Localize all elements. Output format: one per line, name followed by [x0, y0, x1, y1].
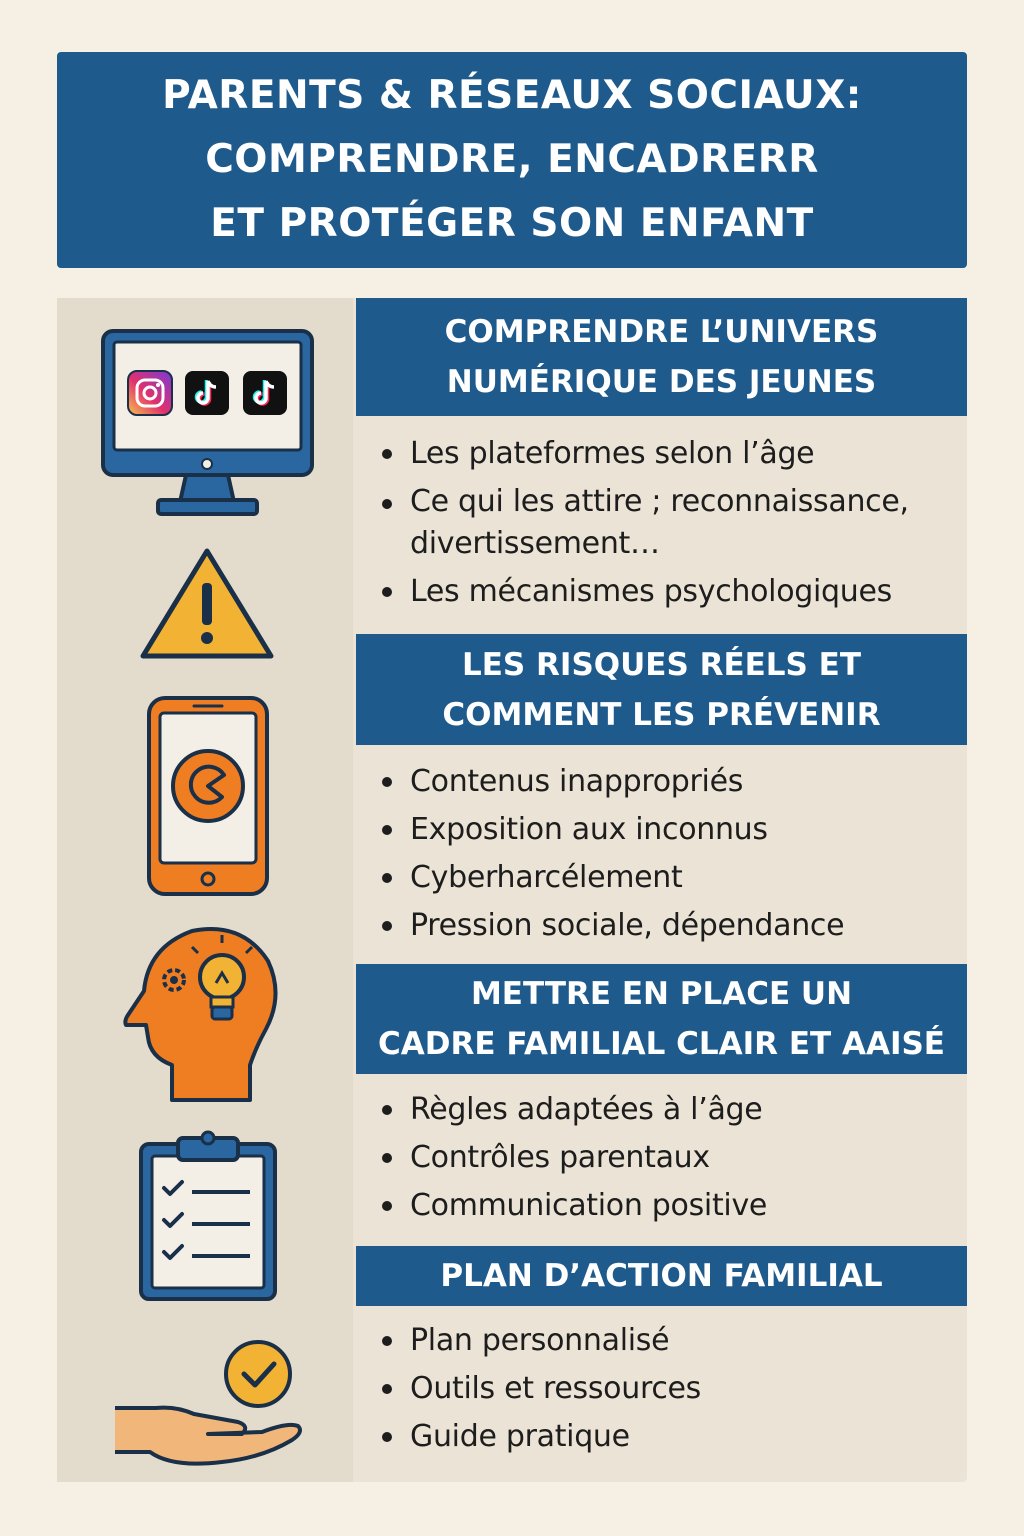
section-heading-line: CADRE FAMILIAL CLAIR ET AAISÉ: [378, 1026, 945, 1062]
section-header-cadre: [356, 964, 967, 1074]
checklist-clipboard-icon: [138, 1130, 278, 1302]
bullet-list-cadre: [380, 1086, 960, 1230]
bullet-list-comprendre: [380, 430, 960, 616]
list-item: Guide pratique: [380, 1413, 960, 1461]
section-header-comprendre: [356, 298, 967, 416]
list-item: Pression sociale, dépendance: [380, 902, 960, 950]
page-title-line-3: ET PROTÉGER SON ENFANT: [210, 201, 814, 246]
hand-checkmark-icon: [112, 1340, 304, 1470]
page-title-banner: [57, 52, 967, 268]
list-item: Contrôles parentaux: [380, 1134, 960, 1182]
list-item: Communication positive: [380, 1182, 960, 1230]
list-item: Ce qui les attire ; reconnaissance, divertissement…: [380, 478, 960, 568]
list-item: Cyberharcélement: [380, 854, 960, 902]
warning-icon: [138, 545, 276, 663]
computer-monitor-icon: [100, 328, 315, 520]
list-item: Contenus inappropriés: [380, 758, 960, 806]
list-item: Outils et ressources: [380, 1365, 960, 1413]
tiktok-icon: [242, 370, 288, 416]
section-heading-line: COMMENT LES PRÉVENIR: [442, 696, 881, 733]
list-item: Les plateformes selon l’âge: [380, 430, 960, 478]
section-heading-line: COMPRENDRE L’UNIVERS: [444, 314, 879, 350]
list-item: Exposition aux inconnus: [380, 806, 960, 854]
page-title-line-1: PARENTS & RÉSEAUX SOCIAUX:: [162, 73, 862, 118]
section-header-plan: [356, 1246, 967, 1306]
section-heading-line: PLAN D’ACTION FAMILIAL: [440, 1258, 883, 1294]
instagram-icon: [127, 370, 173, 416]
section-heading-line: LES RISQUES RÉELS ET: [461, 646, 862, 683]
list-item: Les mécanismes psychologiques: [380, 568, 960, 616]
list-item: Plan personnalisé: [380, 1317, 960, 1365]
bullet-list-risques: [380, 758, 960, 950]
page-title-line-2: COMPRENDRE, ENCADRERR: [205, 137, 819, 182]
section-heading-line: METTRE EN PLACE UN: [470, 976, 853, 1012]
tiktok-icon: [184, 370, 230, 416]
section-header-risques: [356, 634, 967, 745]
head-lightbulb-icon: [122, 925, 282, 1105]
section-heading-line: NUMÉRIQUE DES JEUNES: [446, 364, 877, 400]
smartphone-icon: [146, 695, 270, 897]
list-item: Règles adaptées à l’âge: [380, 1086, 960, 1134]
bullet-list-plan: [380, 1317, 960, 1461]
